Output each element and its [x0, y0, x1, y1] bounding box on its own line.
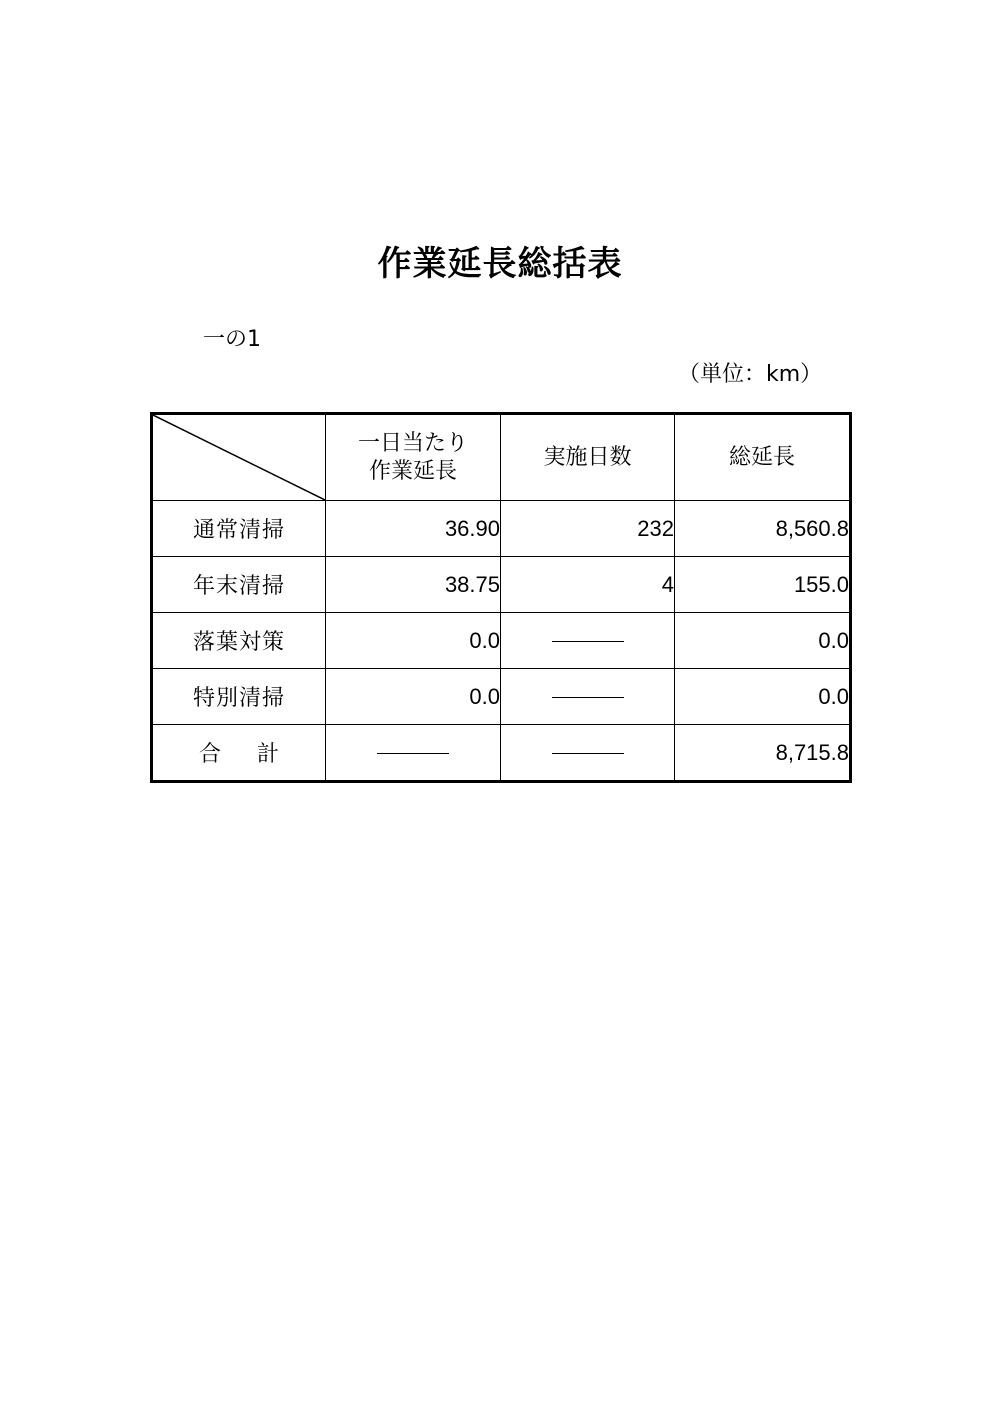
total-length-value: 155.0	[675, 557, 851, 613]
header-daily-line2: 作業延長	[368, 458, 457, 484]
daily-length-value: 36.90	[326, 501, 501, 557]
daily-length-value: 38.75	[326, 557, 501, 613]
page-title: 作業延長総括表	[377, 244, 623, 284]
header-total-length: 総延長	[675, 414, 851, 501]
total-length-value: 0.0	[675, 669, 851, 725]
grand-total-value: 8,715.8	[675, 725, 851, 782]
header-row	[152, 414, 851, 501]
days-value: 4	[501, 557, 675, 613]
table-row	[152, 557, 851, 613]
row-label: 落葉対策	[152, 613, 326, 669]
total-row-label: 合計	[152, 725, 326, 782]
dash-mark	[377, 753, 449, 754]
row-label: 通常清掃	[152, 501, 326, 557]
table-row	[152, 669, 851, 725]
dash-mark	[552, 641, 624, 642]
daily-length-value: 0.0	[326, 669, 501, 725]
total-row	[152, 725, 851, 782]
summary-table	[150, 412, 852, 783]
table-row	[152, 613, 851, 669]
table-row	[152, 501, 851, 557]
total-length-value: 8,560.8	[675, 501, 851, 557]
section-label: 一の1	[203, 327, 261, 352]
header-daily-line1: 一日当たり	[357, 430, 468, 456]
days-empty-cell	[501, 613, 675, 669]
days-empty-cell	[501, 669, 675, 725]
row-label: 年末清掃	[152, 557, 326, 613]
header-days: 実施日数	[501, 414, 675, 501]
daily-empty-cell	[326, 725, 501, 782]
header-daily-length	[326, 414, 501, 501]
daily-length-value: 0.0	[326, 613, 501, 669]
days-empty-cell	[501, 725, 675, 782]
dash-mark	[552, 753, 624, 754]
total-length-value: 0.0	[675, 613, 851, 669]
days-value: 232	[501, 501, 675, 557]
row-label: 特別清掃	[152, 669, 326, 725]
diagonal-line	[153, 415, 325, 500]
dash-mark	[552, 697, 624, 698]
unit-label: （単位：km）	[678, 362, 823, 387]
corner-cell	[152, 414, 326, 501]
